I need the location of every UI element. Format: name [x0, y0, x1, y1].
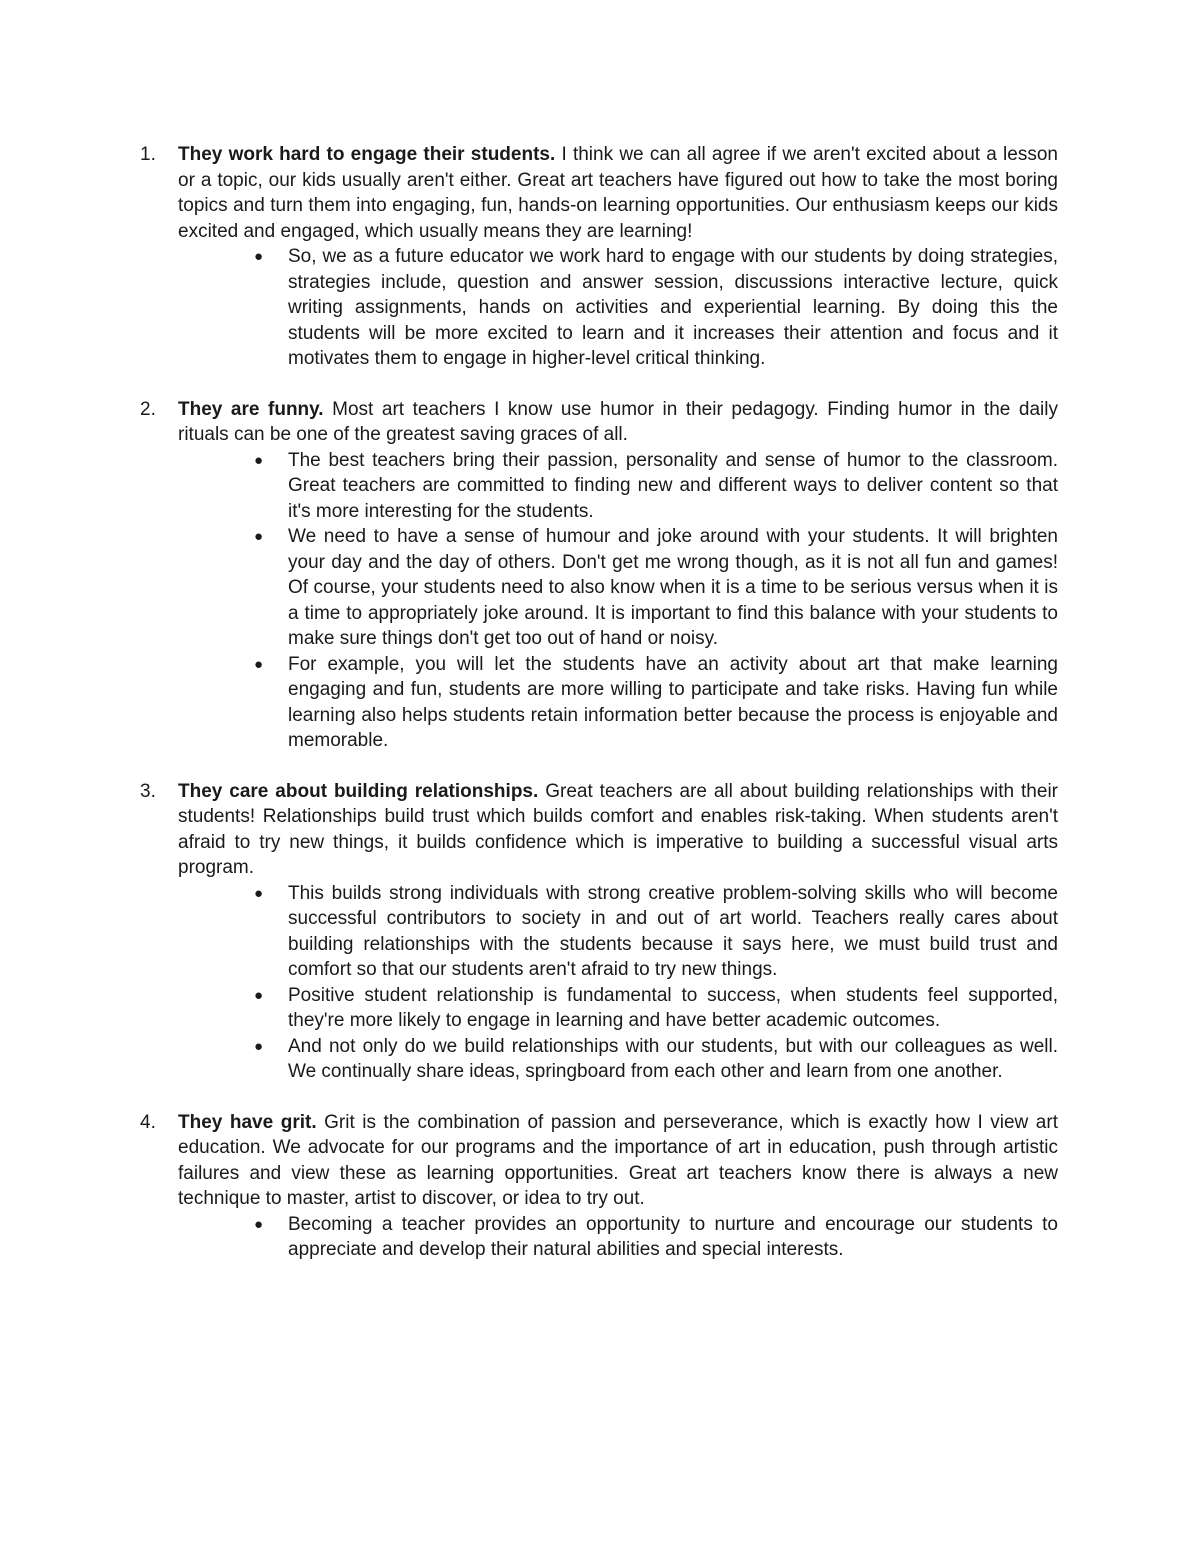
bullet-text: The best teachers bring their passion, personality and sense of humor to the classroom. Great teachers are committed to finding new and different ways to deliver content so that it's more interesting for the students.: [288, 449, 1058, 522]
bullet-item: [178, 652, 1058, 754]
bullet-text: So, we as a future educator we work hard to engage with our students by doing strategies, strategies include, question and answer session, discussions interactive lecture, quick writing assignments, hands on activities and experiential learning. By doing this the students will be more excited to learn and it increases their attention and focus and it motivates them to engage in higher-level critical thinking.: [288, 246, 1058, 369]
bullet-icon: ●: [254, 248, 264, 265]
bullet-item: [178, 881, 1058, 983]
bullet-text: For example, you will let the students have an activity about art that make learning engaging and fun, students are more willing to participate and take risks. Having fun while learning also helps students retain information better because the process is enjoyable and memorable.: [288, 653, 1058, 751]
bullet-icon: ●: [254, 655, 264, 673]
item-paragraph: [178, 142, 1058, 244]
bullet-icon: ●: [254, 986, 264, 1004]
item-number: 1.: [140, 144, 156, 165]
item-text: Most art teachers I know use humor in their pedagogy. Finding humor in the daily rituals can be one of the greatest saving graces of all.: [178, 398, 1058, 445]
bullet-icon: ●: [254, 451, 264, 469]
bullet-item: [178, 1212, 1058, 1263]
item-lead: They have grit.: [178, 1111, 317, 1133]
item-number: 4.: [140, 1111, 156, 1133]
bullet-item: [178, 244, 1058, 372]
bullet-list: [178, 448, 1058, 754]
item-paragraph: [178, 1110, 1058, 1212]
bullet-text: Becoming a teacher provides an opportunity to nurture and encourage our students to appreciate and develop their natural abilities and special interests.: [288, 1213, 1058, 1260]
bullet-text: This builds strong individuals with strong creative problem-solving skills who will become successful contributors to society in and out of art world. Teachers really cares about building relationships with the students because it says here, we must build trust and comfort so that our students aren't afraid to try new things.: [288, 882, 1058, 980]
bullet-item: [178, 448, 1058, 525]
bullet-list: [178, 1212, 1058, 1263]
bullet-item: [178, 1034, 1058, 1085]
item-text: I think we can all agree if we aren't excited about a lesson or a topic, our kids usually aren't either. Great art teachers have figured out how to take the most boring topics and turn them into engaging, fun, hands-on learning opportunities. Our enthusiasm keeps our kids excited and engaged, which usually means they are learning!: [178, 144, 1058, 242]
item-text: Grit is the combination of passion and perseverance, which is exactly how I view art education. We advocate for our programs and the importance of art in education, push through artistic failures and view these as learning opportunities. Great art teachers know there is always a new technique to master, artist to discover, or idea to try out.: [178, 1111, 1058, 1209]
item-lead: They care about building relationships.: [178, 780, 539, 802]
list-item-4: [140, 1110, 1058, 1263]
item-text: Great teachers are all about building relationships with their students! Relationships build trust which builds comfort and enables risk-taking. When students aren't afraid to try new things, it builds confidence which is imperative to building a successful visual arts program.: [178, 780, 1058, 878]
bullet-item: [178, 983, 1058, 1034]
bullet-list: [178, 881, 1058, 1085]
item-number: 3.: [140, 780, 156, 802]
list-item-3: [140, 779, 1058, 1085]
bullet-icon: ●: [254, 1215, 264, 1233]
item-paragraph: [178, 397, 1058, 448]
bullet-text: And not only do we build relationships with our students, but with our colleagues as well. We continually share ideas, springboard from each other and learn from one another.: [288, 1035, 1058, 1082]
numbered-list: [140, 142, 1058, 1288]
item-number: 2.: [140, 398, 156, 420]
bullet-icon: ●: [254, 884, 264, 902]
bullet-text: We need to have a sense of humour and joke around with your students. It will brighten your day and the day of others. Don't get me wrong though, as it is not all fun and games! Of course, your students need to also know when it is a time to be serious versus when it is a time to appropriately joke around. It is important to find this balance with your students to make sure things don't get too out of hand or noisy.: [288, 526, 1058, 649]
bullet-list: [178, 244, 1058, 372]
bullet-icon: ●: [254, 1037, 264, 1055]
list-item-2: [140, 397, 1058, 754]
bullet-text: Positive student relationship is fundamental to success, when students feel supported, they're more likely to engage in learning and have better academic outcomes.: [288, 984, 1058, 1031]
bullet-item: [178, 524, 1058, 652]
list-item-1: [140, 142, 1058, 372]
item-paragraph: [178, 779, 1058, 881]
bullet-icon: ●: [254, 528, 264, 545]
item-lead: They are funny.: [178, 398, 324, 420]
item-lead: They work hard to engage their students.: [178, 144, 556, 165]
